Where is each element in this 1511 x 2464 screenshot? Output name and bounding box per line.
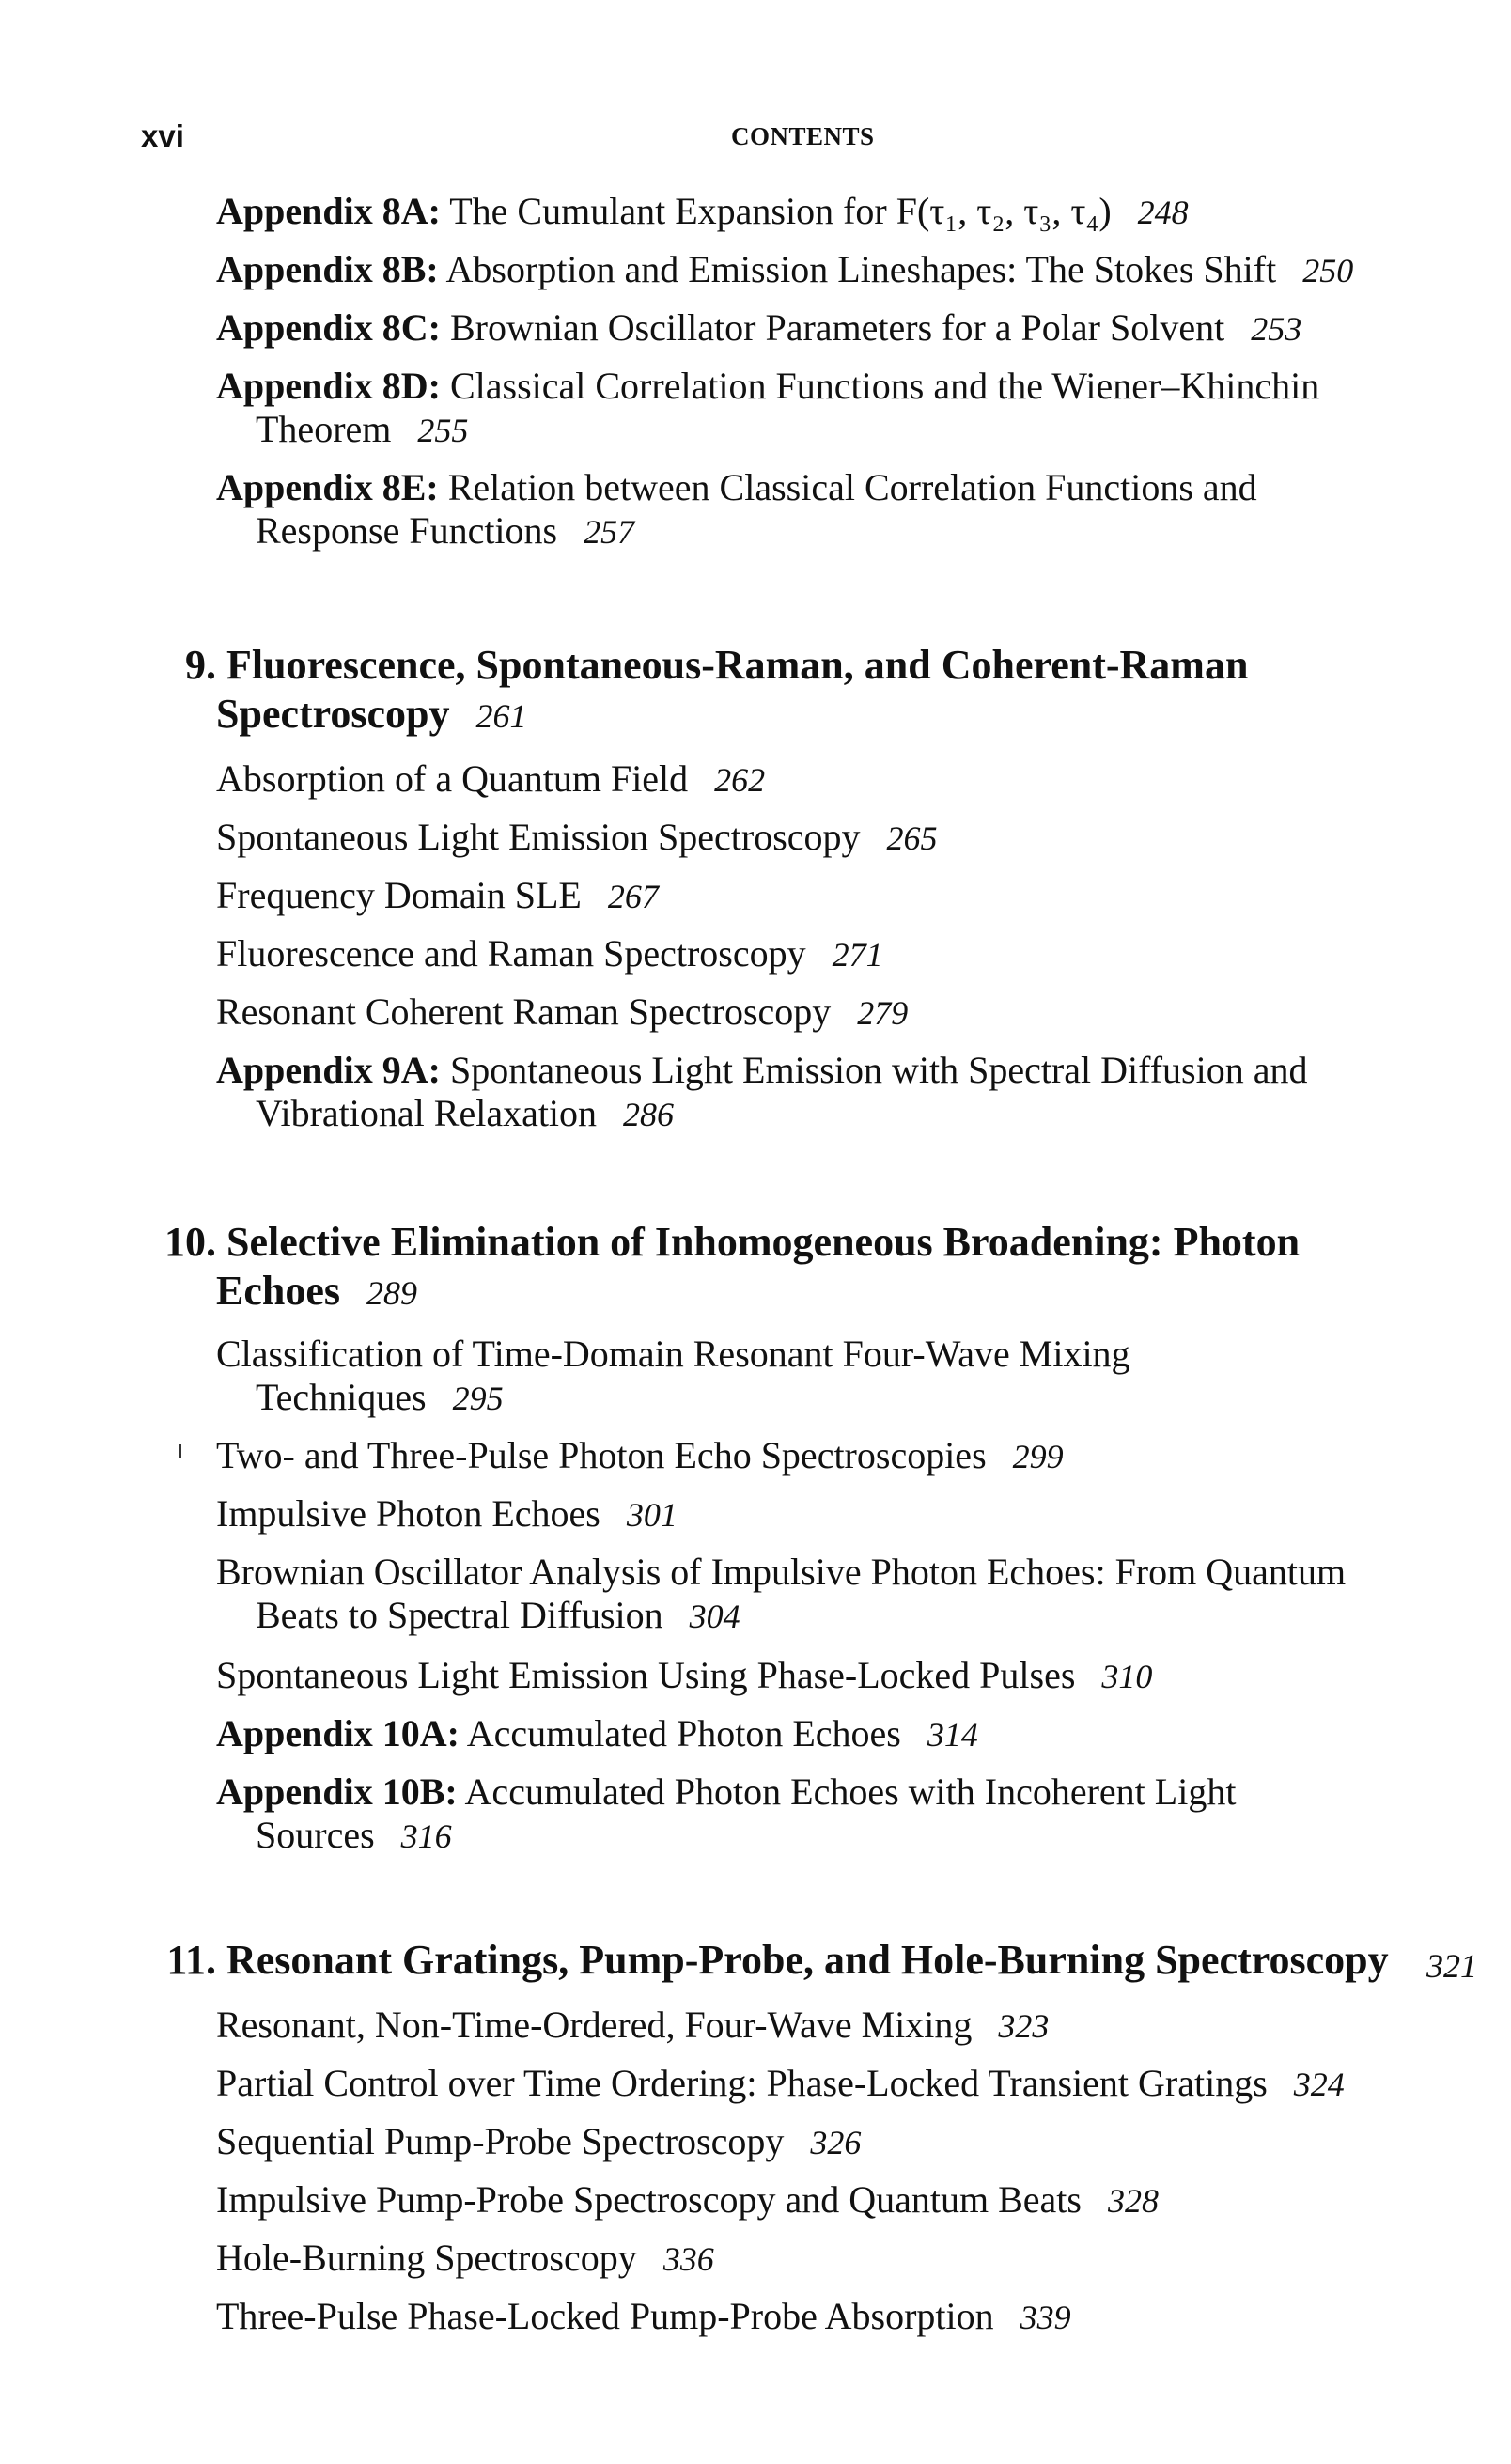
- chapter-page: 321: [1426, 1947, 1477, 1985]
- toc-entry[interactable]: [216, 2062, 1485, 2106]
- entry-title: Relation between Classical Correlation Functions and: [447, 466, 1257, 508]
- toc-entry-appendix-8b[interactable]: [216, 248, 1485, 292]
- appendix-label: Appendix 8E:: [216, 466, 439, 508]
- entry-title: Sequential Pump-Probe Spectroscopy: [216, 2120, 785, 2162]
- entry-page: 265: [886, 819, 938, 857]
- entry-title-cont: Sources: [256, 1814, 375, 1856]
- entry-page: 271: [832, 936, 883, 974]
- entry-page: 250: [1302, 252, 1354, 289]
- appendix-label: Appendix 8A:: [216, 190, 441, 232]
- toc-entry[interactable]: [216, 757, 1485, 802]
- chapter-title-line2: Spectroscopy: [216, 691, 450, 737]
- toc-entry[interactable]: [216, 874, 1485, 918]
- entry-page: 262: [714, 761, 766, 799]
- entry-page: 279: [857, 994, 909, 1032]
- entry-continuation: [216, 408, 1485, 452]
- toc-entry[interactable]: [216, 2295, 1485, 2339]
- chapter-title-cont: [141, 690, 1485, 741]
- entry-continuation: [216, 1814, 1485, 1858]
- toc-entry-appendix-10a[interactable]: [216, 1712, 1485, 1756]
- entry-continuation: [216, 1376, 1485, 1420]
- chapter-number: 9.: [185, 642, 216, 688]
- chapter-number: 10.: [164, 1219, 216, 1265]
- toc-entry[interactable]: [216, 1551, 1485, 1638]
- appendix-label: Appendix 9A:: [216, 1049, 441, 1091]
- chapter-title-line2: Echoes: [216, 1268, 340, 1314]
- stray-mark: [179, 1444, 181, 1458]
- toc-entry[interactable]: [216, 1333, 1485, 1420]
- entry-page: 248: [1137, 194, 1189, 231]
- toc-entry[interactable]: [216, 1434, 1485, 1478]
- entry-title: Spontaneous Light Emission Using Phase-Locked Pulses: [216, 1654, 1076, 1696]
- entry-page: 316: [400, 1817, 452, 1855]
- appendix-label: Appendix 8D:: [216, 365, 441, 407]
- appendix-label: Appendix 10A:: [216, 1712, 460, 1754]
- entry-page: 314: [927, 1716, 978, 1754]
- entry-title: Partial Control over Time Ordering: Phase-Locked Transient Gratings: [216, 2062, 1268, 2104]
- appendix-label: Appendix 8B:: [216, 248, 439, 290]
- entry-page: 255: [417, 412, 469, 449]
- toc-entry[interactable]: [216, 2004, 1485, 2048]
- entry-title: Resonant Coherent Raman Spectroscopy: [216, 990, 832, 1033]
- entry-title: Spontaneous Light Emission with Spectral Diffusion and: [449, 1049, 1308, 1091]
- running-head: [141, 118, 1475, 156]
- toc-entry[interactable]: [216, 1654, 1485, 1698]
- chapter-title: Resonant Gratings, Pump-Probe, and Hole-Burning Spectroscopy: [226, 1937, 1389, 1983]
- entry-title: Three-Pulse Phase-Locked Pump-Probe Absorption: [216, 2295, 994, 2337]
- entry-title: Accumulated Photon Echoes with Incoherent Light: [464, 1770, 1237, 1813]
- entry-title: The Cumulant Expansion for F(τ₁, τ₂, τ₃, τ₄): [449, 190, 1112, 232]
- toc-entry[interactable]: [216, 1492, 1485, 1536]
- entry-title-cont: Vibrational Relaxation: [256, 1092, 598, 1134]
- entry-page: 299: [1012, 1438, 1064, 1475]
- entry-page: 326: [810, 2124, 862, 2161]
- entry-title: Spontaneous Light Emission Spectroscopy: [216, 816, 861, 858]
- entry-continuation: [216, 1092, 1485, 1136]
- toc-entry-appendix-8a[interactable]: [216, 190, 1485, 234]
- toc-entry-appendix-8d[interactable]: [216, 365, 1485, 452]
- entry-page: 310: [1101, 1658, 1153, 1695]
- toc-entry[interactable]: [216, 816, 1485, 860]
- chapter-heading-11[interactable]: [141, 1936, 1485, 1985]
- appendix-label: Appendix 8C:: [216, 306, 441, 349]
- entry-title: Accumulated Photon Echoes: [466, 1712, 901, 1754]
- entry-page: 323: [998, 2007, 1050, 2045]
- chapter-number: 11.: [166, 1937, 216, 1983]
- toc-entry[interactable]: [216, 2178, 1485, 2222]
- toc-entry-appendix-9a[interactable]: [216, 1049, 1485, 1136]
- entry-title: Brownian Oscillator Parameters for a Polar Solvent: [449, 306, 1225, 349]
- entry-continuation: [216, 1594, 1485, 1638]
- entry-page: 301: [626, 1496, 678, 1534]
- entry-title-cont: Response Functions: [256, 509, 558, 552]
- entry-title: Two- and Three-Pulse Photon Echo Spectroscopies: [216, 1434, 987, 1476]
- entry-title: Frequency Domain SLE: [216, 874, 582, 916]
- entry-page: 304: [689, 1598, 740, 1635]
- entry-title: Absorption and Emission Lineshapes: The Stokes Shift: [445, 248, 1277, 290]
- page-number: xvi: [141, 118, 184, 153]
- chapter-title-cont: [141, 1267, 1485, 1318]
- chapter-heading-9[interactable]: [141, 641, 1485, 741]
- entry-title: Classification of Time-Domain Resonant Four-Wave Mixing: [216, 1333, 1130, 1375]
- toc-entry[interactable]: [216, 990, 1485, 1035]
- entry-title: Impulsive Photon Echoes: [216, 1492, 600, 1535]
- entry-page: 295: [452, 1380, 504, 1417]
- chapter-page: 289: [366, 1274, 417, 1312]
- entry-title: Absorption of a Quantum Field: [216, 757, 689, 800]
- entry-title-cont: Beats to Spectral Diffusion: [256, 1594, 663, 1636]
- chapter-title: Selective Elimination of Inhomogeneous Broadening: Photon: [226, 1219, 1301, 1265]
- toc-entry[interactable]: [216, 932, 1485, 976]
- entry-title: Resonant, Non-Time-Ordered, Four-Wave Mixing: [216, 2004, 973, 2046]
- chapter-heading-10[interactable]: [141, 1218, 1485, 1318]
- entry-title-cont: Techniques: [256, 1376, 427, 1418]
- entry-page: 253: [1251, 310, 1302, 348]
- toc-entry[interactable]: [216, 2120, 1485, 2164]
- toc-entry-appendix-8e[interactable]: [216, 466, 1485, 554]
- entry-title: Brownian Oscillator Analysis of Impulsive Photon Echoes: From Quantum: [216, 1551, 1347, 1593]
- entry-title-cont: Theorem: [256, 408, 392, 450]
- entry-title: Hole-Burning Spectroscopy: [216, 2237, 637, 2279]
- entry-page: 286: [623, 1096, 675, 1133]
- toc-entry[interactable]: [216, 2237, 1485, 2281]
- entry-title: Impulsive Pump-Probe Spectroscopy and Quantum Beats: [216, 2178, 1082, 2221]
- entry-page: 336: [662, 2240, 714, 2278]
- entry-page: 339: [1020, 2299, 1071, 2336]
- entry-page: 257: [584, 513, 635, 551]
- entry-page: 328: [1107, 2182, 1159, 2220]
- entry-page: 267: [607, 878, 659, 915]
- entry-title: Fluorescence and Raman Spectroscopy: [216, 932, 806, 975]
- toc-entry-appendix-10b[interactable]: [216, 1770, 1485, 1858]
- entry-page: 324: [1293, 2066, 1345, 2103]
- entry-title: Classical Correlation Functions and the Wiener–Khinchin: [449, 365, 1320, 407]
- entry-continuation: [216, 509, 1485, 554]
- chapter-title: Fluorescence, Spontaneous-Raman, and Coherent-Raman: [226, 642, 1249, 688]
- chapter-page: 261: [475, 697, 527, 735]
- toc-entry-appendix-8c[interactable]: [216, 306, 1485, 351]
- running-title: CONTENTS: [731, 122, 875, 150]
- appendix-label: Appendix 10B:: [216, 1770, 458, 1813]
